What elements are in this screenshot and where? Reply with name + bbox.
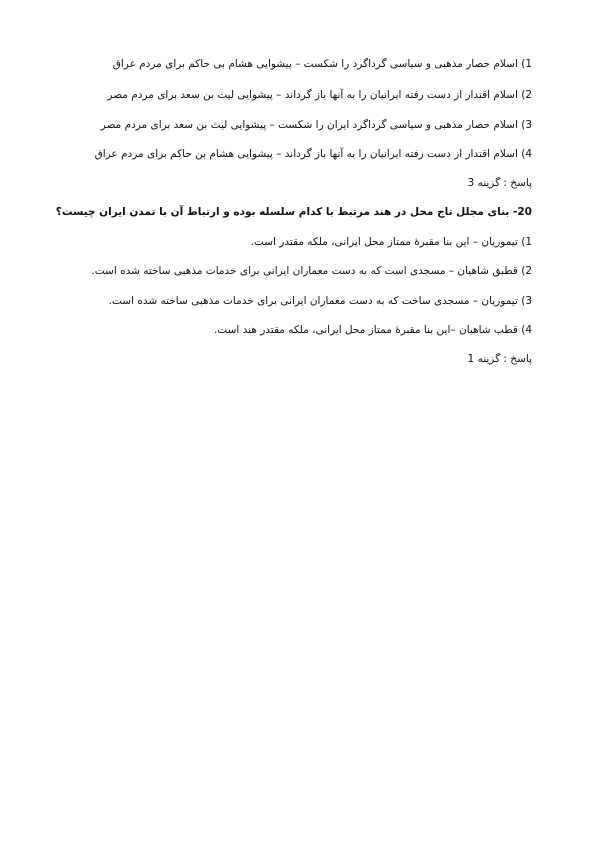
option-3: 3) اسلام حصار مذهبی و سیاسی گرداگرد ایران را شکست – پیشوایی لیث بن سعد برای مردم مصر — [100, 119, 532, 131]
option-4: 4) اسلام اقتدار از دست رفته ایرانیان را به آنها باز گرداند – پیشوایی هشام بن حاکم برای مردم عراق — [94, 148, 532, 160]
option-1: 1) اسلام حصار مذهبی و سیاسی گرداگرد را شکست – پیشوایی هشام بی حاکم برای مردم عراق — [112, 58, 532, 70]
answer-line: پاسخ : گزینه 1 — [467, 353, 532, 365]
answer-line: پاسخ : گزینه 3 — [467, 177, 532, 189]
option-1: 1) تیموریان – این بنا مقبرهٔ ممتاز محل ایرانی، ملکه مقتدر است. — [250, 236, 532, 248]
option-4: 4) قطب شاهیان –این بنا مقبرهٔ ممتاز محل ایرانی، ملکه مقتدر هند است. — [213, 324, 532, 336]
question-20: 20- بنای مجلل تاج محل در هند مرتبط با کدام سلسله بوده و ارتباط آن با تمدن ایران چیست؟ — [55, 206, 532, 218]
option-2: 2) قطبق شاهیان – مسجدی است که به دست معماران ایرانی برای خدمات مذهبی ساخته شده است. — [91, 265, 532, 277]
option-2: 2) اسلام اقتدار از دست رفته ایرانیان را به آنها باز گرداند – پیشوایی لیث بن سعد برای مردم مصر — [107, 89, 532, 101]
option-3: 3) تیموریان – مسجدی ساخت که به دست معماران ایرانی برای خدمات مذهبی ساخته شده است. — [108, 295, 532, 307]
